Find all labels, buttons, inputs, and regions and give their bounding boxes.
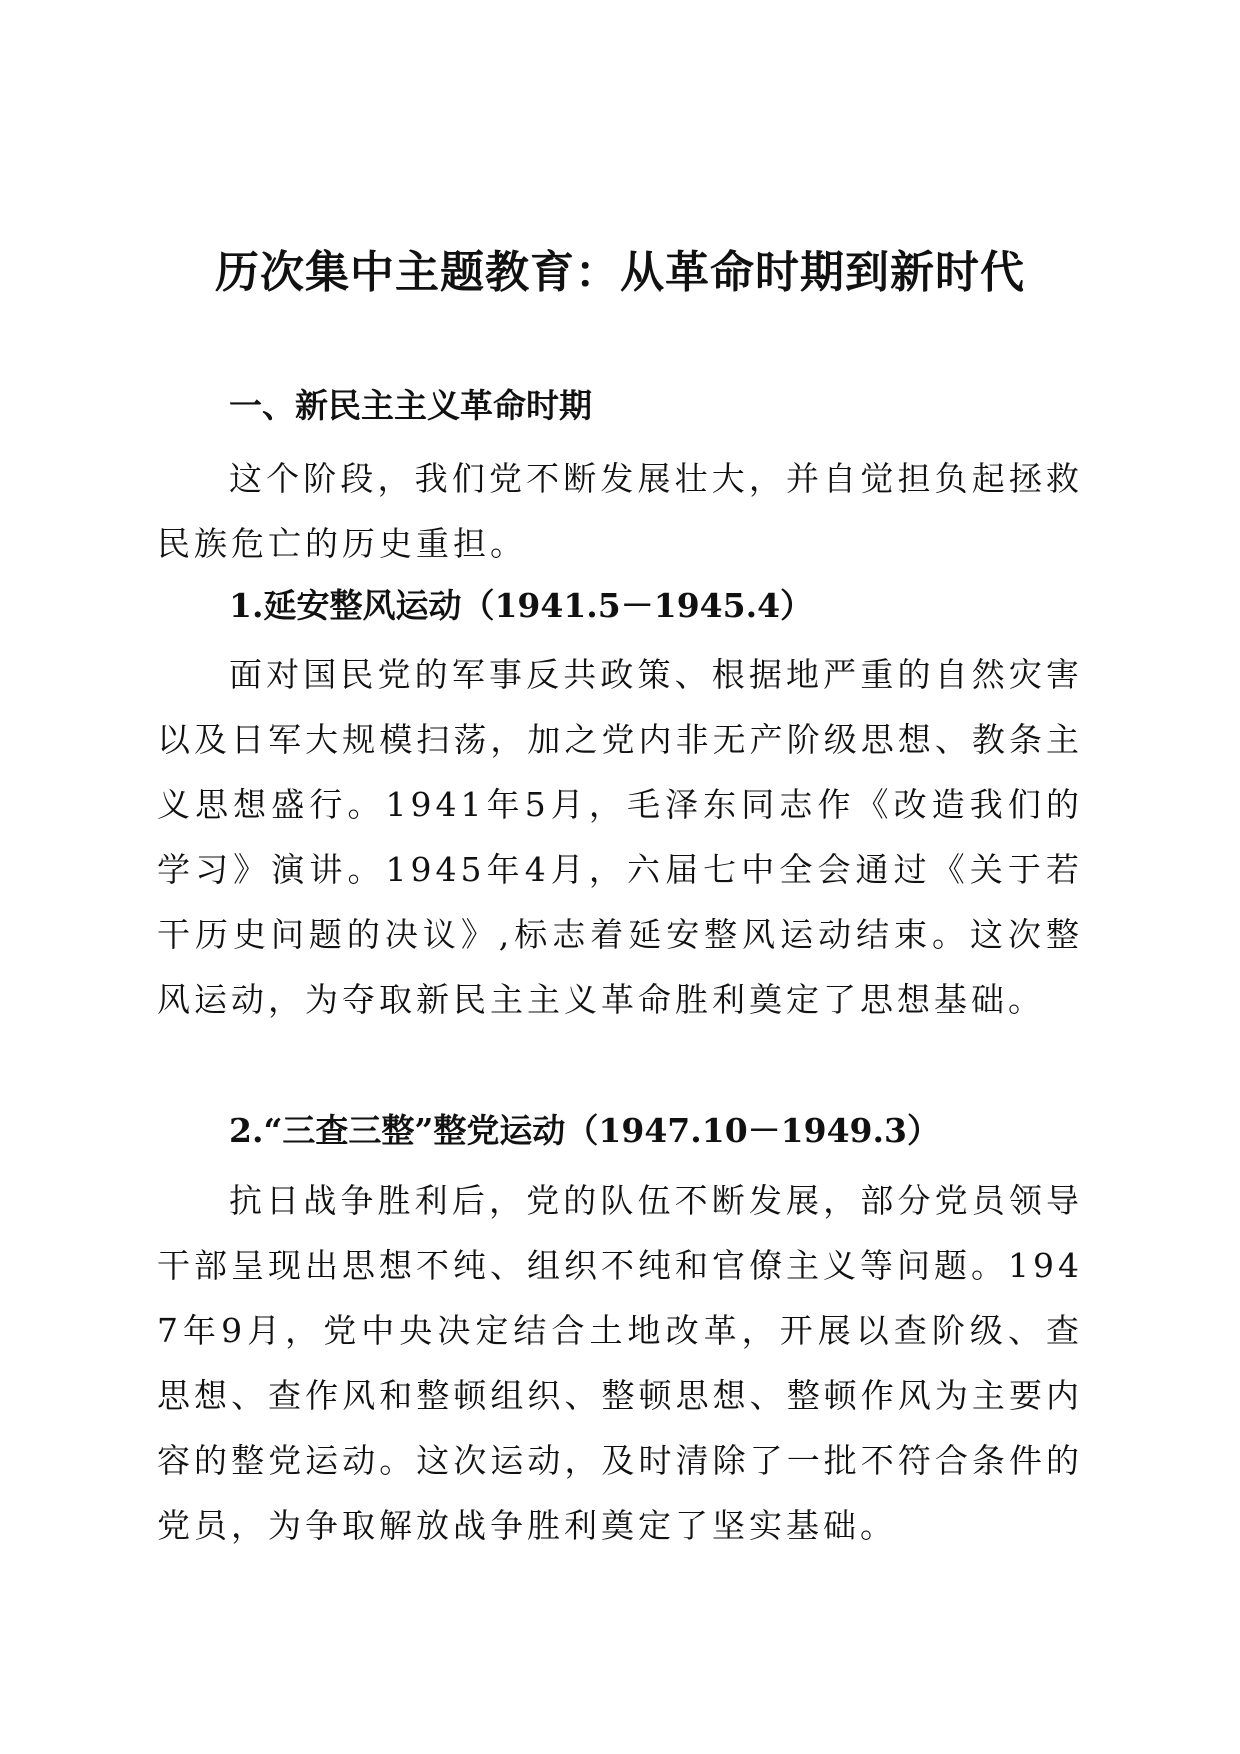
subheading-yanan-rectification: 1.延安整风运动（1941.5－1945.4） — [229, 586, 814, 625]
section-heading-new-democratic-revolution: 一、新民主主义革命时期 — [229, 386, 592, 425]
subheading-three-checks-three-rectifications: 2.“三查三整”整党运动（1947.10－1949.3） — [229, 1111, 940, 1150]
paragraph-yanan-rectification: 面对国民党的军事反共政策、根据地严重的自然灾害以及日军大规模扫荡，加之党内非无产阶级思想、教条主义思想盛行。1941年5月，毛泽东同志作《改造我们的学习》演讲。1945年4月，六届七中全会通过《关于若干历史问题的决议》,标志着延安整风运动结束。这次整风运动，为夺取新民主主义革命胜利奠定了思想基础。 — [157, 655, 1083, 1019]
section-intro-paragraph: 这个阶段，我们党不断发展壮大，并自觉担负起拯救民族危亡的历史重担。 — [157, 459, 1083, 563]
paragraph-three-checks-three-rectifications: 抗日战争胜利后，党的队伍不断发展，部分党员领导干部呈现出思想不纯、组织不纯和官僚主义等问题。1947年9月，党中央决定结合土地改革，开展以查阶级、查思想、查作风和整顿组织、整顿思想、整顿作风为主要内容的整党运动。这次运动，及时清除了一批不符合条件的党员，为争取解放战争胜利奠定了坚实基础。 — [157, 1181, 1083, 1545]
document-page — [157, 0, 1083, 1754]
document-title: 历次集中主题教育：从革命时期到新时代 — [215, 247, 1025, 298]
